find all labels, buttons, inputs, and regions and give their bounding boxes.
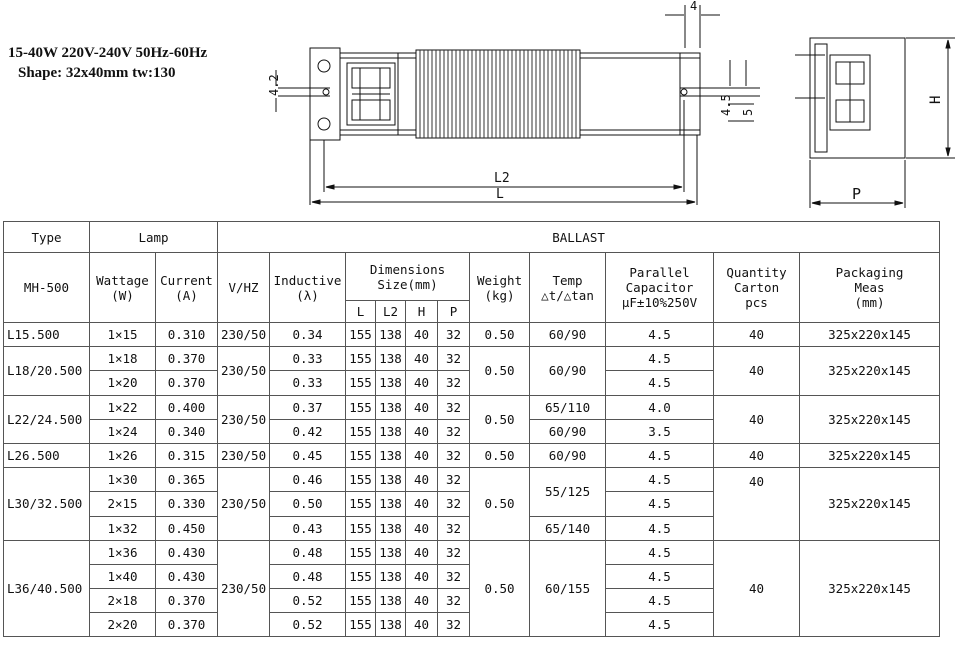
cell-capacitor: 4.5 (606, 589, 714, 613)
cell-current: 0.365 (156, 468, 218, 492)
dim-p-label: P (852, 185, 862, 203)
cell-temp: 60/155 (530, 540, 606, 637)
cell-packaging: 325x220x145 (800, 347, 940, 395)
cell-type: L22/24.500 (4, 395, 90, 443)
dim-left-hole-label: 4.2 (267, 74, 281, 96)
cell-dim-p: 32 (438, 419, 470, 443)
header-current: Current (A) (156, 253, 218, 323)
header-inductive: Inductive (λ) (270, 253, 346, 323)
cell-dim-p: 32 (438, 468, 470, 492)
table-row (4, 540, 940, 564)
cell-dim-h: 40 (406, 564, 438, 588)
cell-type: L26.500 (4, 443, 90, 467)
cell-vhz: 230/50 (218, 468, 270, 541)
cell-inductive: 0.33 (270, 347, 346, 371)
cell-inductive: 0.34 (270, 323, 346, 347)
header-model: MH-500 (4, 253, 90, 323)
cell-current: 0.315 (156, 443, 218, 467)
cell-dim-l2: 138 (376, 347, 406, 371)
cell-dim-l: 155 (346, 589, 376, 613)
cell-weight: 0.50 (470, 323, 530, 347)
cell-wattage: 1×32 (90, 516, 156, 540)
cell-packaging: 325x220x145 (800, 323, 940, 347)
cell-dim-l2: 138 (376, 613, 406, 637)
cell-capacitor: 4.5 (606, 443, 714, 467)
cell-current: 0.430 (156, 540, 218, 564)
cell-inductive: 0.45 (270, 443, 346, 467)
cell-current: 0.430 (156, 564, 218, 588)
header-capacitor: Parallel Capacitor μF±10%250V (606, 253, 714, 323)
cell-current: 0.330 (156, 492, 218, 516)
cell-dim-l2: 138 (376, 564, 406, 588)
cell-dim-p: 32 (438, 613, 470, 637)
cell-vhz: 230/50 (218, 323, 270, 347)
cell-dim-h: 40 (406, 347, 438, 371)
cell-dim-h: 40 (406, 589, 438, 613)
cell-dim-h: 40 (406, 395, 438, 419)
cell-type: L15.500 (4, 323, 90, 347)
cell-dim-l2: 138 (376, 516, 406, 540)
table-row (4, 347, 940, 371)
cell-capacitor: 4.0 (606, 395, 714, 419)
cell-capacitor: 4.5 (606, 564, 714, 588)
cell-dim-l2: 138 (376, 589, 406, 613)
cell-vhz: 230/50 (218, 540, 270, 637)
cell-dim-p: 32 (438, 443, 470, 467)
dim-top-label: 4 (690, 0, 698, 13)
header-ballast: BALLAST (218, 222, 940, 253)
cell-capacitor: 3.5 (606, 419, 714, 443)
cell-dim-l: 155 (346, 395, 376, 419)
cell-current: 0.310 (156, 323, 218, 347)
cell-packaging: 325x220x145 (800, 468, 940, 541)
cell-dim-l2: 138 (376, 395, 406, 419)
cell-wattage: 1×15 (90, 323, 156, 347)
cell-dim-h: 40 (406, 371, 438, 395)
coil-winding (416, 50, 580, 138)
header-dim-l2: L2 (376, 301, 406, 323)
cell-weight: 0.50 (470, 395, 530, 443)
cell-wattage: 1×20 (90, 371, 156, 395)
header-temp: Temp △t/△tan (530, 253, 606, 323)
cell-inductive: 0.33 (270, 371, 346, 395)
cell-dim-h: 40 (406, 613, 438, 637)
table-row (4, 443, 940, 467)
cell-temp: 60/90 (530, 443, 606, 467)
cell-dim-h: 40 (406, 468, 438, 492)
cell-dim-l2: 138 (376, 540, 406, 564)
cell-temp: 60/90 (530, 419, 606, 443)
cell-type: L30/32.500 (4, 468, 90, 541)
cell-packaging: 325x220x145 (800, 443, 940, 467)
cell-temp: 65/110 (530, 395, 606, 419)
dim-l-label: L (496, 187, 504, 202)
cell-current: 0.370 (156, 347, 218, 371)
header-dim-p: P (438, 301, 470, 323)
cell-dim-p: 32 (438, 371, 470, 395)
cell-inductive: 0.37 (270, 395, 346, 419)
spec-line: 15-40W 220V-240V 50Hz-60Hz (8, 45, 208, 61)
cell-dim-l: 155 (346, 540, 376, 564)
header-dimensions: Dimensions Size(mm) (346, 253, 470, 301)
cell-wattage: 1×24 (90, 419, 156, 443)
header-wattage: Wattage (W) (90, 253, 156, 323)
cell-packaging: 325x220x145 (800, 395, 940, 443)
cell-capacitor: 4.5 (606, 492, 714, 516)
header-dim-h: H (406, 301, 438, 323)
cell-type: L18/20.500 (4, 347, 90, 395)
table-row (4, 468, 940, 492)
cell-dim-h: 40 (406, 419, 438, 443)
cell-current: 0.370 (156, 589, 218, 613)
cell-inductive: 0.48 (270, 540, 346, 564)
cell-inductive: 0.42 (270, 419, 346, 443)
ballast-drawing (0, 0, 956, 220)
cell-temp: 65/140 (530, 516, 606, 540)
cell-temp: 60/90 (530, 347, 606, 395)
cell-dim-l2: 138 (376, 419, 406, 443)
cell-capacitor: 4.5 (606, 516, 714, 540)
cell-dim-l: 155 (346, 347, 376, 371)
cell-dim-p: 32 (438, 589, 470, 613)
cell-inductive: 0.52 (270, 589, 346, 613)
cell-dim-p: 32 (438, 516, 470, 540)
cell-dim-p: 32 (438, 564, 470, 588)
cell-quantity: 40 (714, 347, 800, 395)
cell-dim-p: 32 (438, 395, 470, 419)
cell-dim-l: 155 (346, 492, 376, 516)
cell-dim-l2: 138 (376, 323, 406, 347)
dim-r1-label: 4.5 (719, 94, 733, 116)
cell-quantity: 40 (714, 468, 800, 541)
table-row (4, 323, 940, 347)
cell-quantity: 40 (714, 443, 800, 467)
cell-wattage: 1×26 (90, 443, 156, 467)
cell-quantity: 40 (714, 540, 800, 637)
cell-wattage: 1×40 (90, 564, 156, 588)
cell-dim-p: 32 (438, 492, 470, 516)
cell-dim-l: 155 (346, 613, 376, 637)
cell-wattage: 2×20 (90, 613, 156, 637)
cell-capacitor: 4.5 (606, 613, 714, 637)
cell-capacitor: 4.5 (606, 540, 714, 564)
table-row (4, 395, 940, 419)
cell-weight: 0.50 (470, 468, 530, 541)
cell-dim-h: 40 (406, 492, 438, 516)
cell-current: 0.400 (156, 395, 218, 419)
cell-quantity: 40 (714, 323, 800, 347)
cell-dim-l: 155 (346, 468, 376, 492)
cell-capacitor: 4.5 (606, 347, 714, 371)
cell-dim-l2: 138 (376, 468, 406, 492)
spec-table (3, 221, 940, 637)
cell-capacitor: 4.5 (606, 468, 714, 492)
cell-dim-l: 155 (346, 371, 376, 395)
cell-wattage: 2×18 (90, 589, 156, 613)
header-lamp: Lamp (90, 222, 218, 253)
cell-dim-l: 155 (346, 564, 376, 588)
cell-dim-l2: 138 (376, 492, 406, 516)
header-weight: Weight (kg) (470, 253, 530, 323)
cell-inductive: 0.48 (270, 564, 346, 588)
dim-h-label: H (928, 95, 944, 104)
header-vhz: V/HZ (218, 253, 270, 323)
cell-vhz: 230/50 (218, 347, 270, 395)
cell-type: L36/40.500 (4, 540, 90, 637)
cell-weight: 0.50 (470, 540, 530, 637)
shape-line: Shape: 32x40mm tw:130 (18, 65, 176, 81)
cell-temp: 55/125 (530, 468, 606, 516)
cell-dim-l2: 138 (376, 443, 406, 467)
cell-wattage: 1×30 (90, 468, 156, 492)
end-view (795, 38, 955, 208)
cell-temp: 60/90 (530, 323, 606, 347)
cell-inductive: 0.52 (270, 613, 346, 637)
left-end-cap (310, 48, 340, 140)
cell-vhz: 230/50 (218, 443, 270, 467)
cell-dim-p: 32 (438, 323, 470, 347)
cell-dim-h: 40 (406, 323, 438, 347)
cell-wattage: 2×15 (90, 492, 156, 516)
dim-l2-label: L2 (494, 171, 510, 186)
header-type: Type (4, 222, 90, 253)
header-packaging: Packaging Meas (mm) (800, 253, 940, 323)
cell-weight: 0.50 (470, 347, 530, 395)
cell-packaging: 325x220x145 (800, 540, 940, 637)
cell-dim-h: 40 (406, 443, 438, 467)
cell-dim-l: 155 (346, 443, 376, 467)
cell-wattage: 1×18 (90, 347, 156, 371)
cell-wattage: 1×36 (90, 540, 156, 564)
cell-dim-h: 40 (406, 540, 438, 564)
cell-quantity: 40 (714, 395, 800, 443)
cell-dim-p: 32 (438, 347, 470, 371)
header-quantity: Quantity Carton pcs (714, 253, 800, 323)
cell-dim-l: 155 (346, 516, 376, 540)
cell-vhz: 230/50 (218, 395, 270, 443)
cell-current: 0.450 (156, 516, 218, 540)
cell-dim-l: 155 (346, 419, 376, 443)
cell-current: 0.370 (156, 371, 218, 395)
cell-capacitor: 4.5 (606, 323, 714, 347)
cell-wattage: 1×22 (90, 395, 156, 419)
cell-current: 0.340 (156, 419, 218, 443)
cell-inductive: 0.46 (270, 468, 346, 492)
cell-dim-h: 40 (406, 516, 438, 540)
cell-dim-l: 155 (346, 323, 376, 347)
cell-inductive: 0.43 (270, 516, 346, 540)
dim-r2-label: 5 (741, 108, 755, 116)
cell-inductive: 0.50 (270, 492, 346, 516)
cell-dim-l2: 138 (376, 371, 406, 395)
cell-weight: 0.50 (470, 443, 530, 467)
cell-current: 0.370 (156, 613, 218, 637)
cell-capacitor: 4.5 (606, 371, 714, 395)
header-dim-l: L (346, 301, 376, 323)
cell-dim-p: 32 (438, 540, 470, 564)
